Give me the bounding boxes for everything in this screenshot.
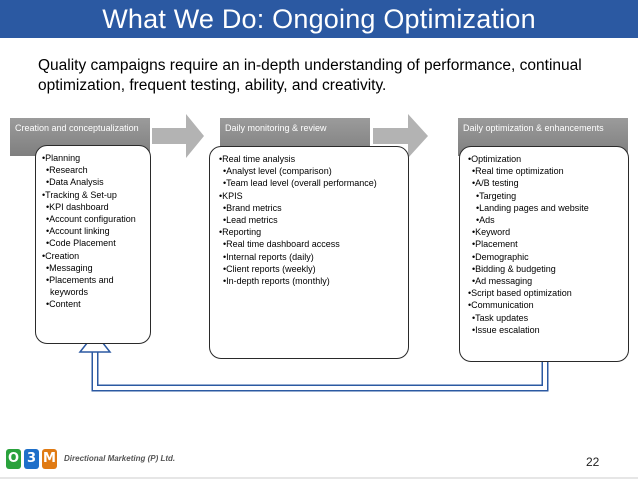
stage-list-item: •Demographic bbox=[472, 251, 529, 262]
stage-list-item: •Reporting bbox=[219, 227, 262, 238]
process-arrow-1 bbox=[152, 114, 204, 158]
stage-list-item: •Messaging bbox=[46, 262, 93, 273]
stage-list-item: •Team lead level (overall performance) bbox=[223, 178, 377, 189]
intro-text: Quality campaigns require an in-depth understanding of performance, continual optimization, frequent testing, ability, and creativity. bbox=[38, 57, 582, 94]
stage-list-item: •Tracking & Set-up bbox=[42, 189, 117, 200]
logo-tile: O bbox=[6, 449, 21, 469]
stage-list-item: keywords bbox=[50, 287, 89, 298]
stage-list-item: •Landing pages and website bbox=[476, 202, 589, 213]
stage-list-item: •Account linking bbox=[46, 226, 110, 237]
logo-tile: 3 bbox=[24, 449, 39, 469]
stage-list-item: •Client reports (weekly) bbox=[223, 263, 316, 274]
stage-list-item: •Analyst level (comparison) bbox=[223, 166, 332, 177]
stage-list-item: •Placements and bbox=[46, 275, 114, 286]
stage-list-item: •Brand metrics bbox=[223, 202, 282, 213]
stage-list-item: •KPIS bbox=[219, 190, 243, 201]
stage-list-item: •Targeting bbox=[476, 190, 517, 201]
logo-text: Directional Marketing (P) Ltd. bbox=[64, 454, 176, 463]
stage-list-item: •Task updates bbox=[472, 312, 529, 323]
stage-list-item: •Real time optimization bbox=[472, 166, 564, 177]
stage-list-item: •Code Placement bbox=[46, 238, 116, 249]
stage-list-item: •Real time dashboard access bbox=[223, 239, 340, 250]
stage-list-item: •Ad messaging bbox=[472, 276, 533, 287]
stage-list-item: •Issue escalation bbox=[472, 324, 540, 335]
stage-box-monitoring bbox=[209, 146, 409, 359]
company-logo bbox=[6, 447, 206, 473]
stage-list-item: •In-depth reports (monthly) bbox=[223, 276, 330, 287]
stage-list-item: •Data Analysis bbox=[46, 177, 104, 188]
stage-list-item: •Ads bbox=[476, 215, 495, 226]
stage-header-optimization: Daily optimization & enhancements bbox=[458, 118, 628, 156]
stage-box-creation bbox=[35, 145, 151, 344]
stage-list-item: •Account configuration bbox=[46, 214, 136, 225]
stage-box-optimization bbox=[459, 146, 629, 362]
page-number: 22 bbox=[586, 455, 600, 469]
stage-list-item: •KPI dashboard bbox=[46, 201, 109, 212]
stage-list-item: •Placement bbox=[472, 239, 518, 250]
stage-list-item: •Communication bbox=[468, 300, 534, 311]
stage-list-item: •Script based optimization bbox=[468, 288, 572, 299]
stage-list-item: •Planning bbox=[42, 153, 81, 163]
stage-list-item: •Content bbox=[46, 299, 81, 310]
stage-header-creation: Creation and conceptualization bbox=[10, 118, 150, 156]
stage-header-monitoring: Daily monitoring & review bbox=[220, 118, 370, 156]
logo-tile: M bbox=[42, 449, 57, 469]
stage-list-item: •Real time analysis bbox=[219, 154, 296, 164]
stage-list-item: •Internal reports (daily) bbox=[223, 251, 314, 262]
stage-list-item: •Research bbox=[46, 165, 88, 176]
stage-list-item: •Bidding & budgeting bbox=[472, 263, 556, 274]
slide-title: What We Do: Ongoing Optimization bbox=[0, 0, 638, 38]
stage-list-item: •A/B testing bbox=[472, 178, 519, 189]
stage-list-item: •Keyword bbox=[472, 227, 511, 238]
stage-list-item: •Optimization bbox=[468, 154, 522, 164]
stage-list-item: •Creation bbox=[42, 250, 80, 261]
stage-list-item: •Lead metrics bbox=[223, 215, 278, 226]
